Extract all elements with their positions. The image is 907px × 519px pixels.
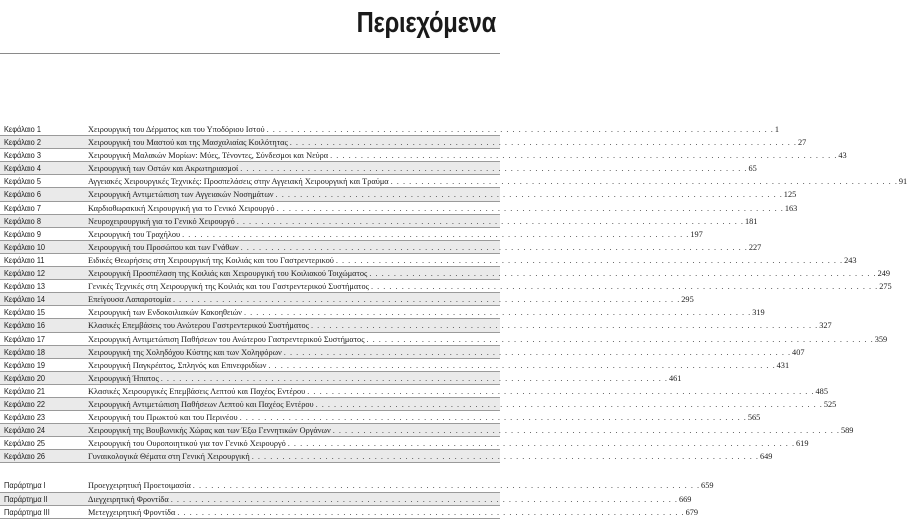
- dot-leader: [252, 450, 759, 463]
- chapter-entry-title-line: [88, 136, 807, 149]
- chapter-entry-title: Χειρουργική των Ενδοκοιλιακών Κακοηθειών: [88, 308, 242, 318]
- chapter-entry[interactable]: [0, 437, 809, 450]
- dot-leader: [182, 228, 689, 241]
- chapter-entry-page-number: 431: [776, 360, 790, 370]
- dot-leader: [284, 346, 791, 359]
- appendix-entry-title: Διεγχειρητική Φροντίδα: [88, 494, 169, 504]
- dot-leader: [171, 493, 678, 506]
- dot-leader: [240, 411, 747, 424]
- chapter-entry-title-line: [88, 202, 798, 215]
- chapter-entry-page-number: 243: [844, 255, 857, 265]
- chapter-entry-title: Χειρουργική Αντιμετώπιση Παθήσεων του Ανώτερου Γαστρεντερικού Συστήματος: [88, 334, 365, 344]
- dot-leader: [311, 319, 818, 332]
- chapter-entry-title-line: [88, 346, 805, 359]
- dot-leader: [161, 372, 668, 385]
- chapter-entry-title-line: [88, 306, 765, 319]
- chapter-entry-title-line: [88, 175, 907, 188]
- appendix-entry-title: Μετεγχειρητική Φροντίδα: [88, 507, 176, 517]
- chapter-entry[interactable]: [0, 398, 837, 411]
- chapter-entry-title-line: [88, 385, 828, 398]
- title-rule: [0, 53, 500, 54]
- chapter-entry-label: Κεφάλαιο 6: [4, 190, 41, 200]
- chapter-entry-title: Κλασικές Επεμβάσεις του Ανώτερου Γαστρεντερικού Συστήματος: [88, 321, 309, 331]
- chapter-entry-title-line: [88, 149, 847, 162]
- chapter-entry-title: Γυναικολογικά Θέματα στη Γενική Χειρουργική: [88, 452, 250, 462]
- dot-leader: [244, 306, 751, 319]
- appendix-entry-page-number: 659: [701, 481, 714, 491]
- chapter-entry-label: Κεφάλαιο 3: [4, 151, 41, 161]
- chapter-entry-label: Κεφάλαιο 16: [4, 321, 46, 331]
- chapter-entry-page-number: 181: [744, 216, 758, 226]
- chapter-entry-page-number: 197: [690, 229, 703, 239]
- dot-leader: [240, 162, 747, 175]
- chapter-entry[interactable]: [0, 202, 798, 215]
- chapter-entry-title-line: [88, 280, 892, 293]
- appendix-entry-title: Προεγχειρητική Προετοιμασία: [88, 481, 191, 491]
- chapter-entry-title: Χειρουργική Μαλακών Μορίων: Μύες, Τένοντες, Σύνδεσμοι και Νεύρα: [88, 151, 329, 161]
- chapter-entry-label: Κεφάλαιο 10: [4, 242, 46, 252]
- chapter-entry-title: Νευροχειρουργική για το Γενικό Χειρουργό: [88, 216, 235, 226]
- chapter-entry-title: Γενικές Τεχνικές στη Χειρουργική της Κοιλιάς και του Γαστρεντερικού Συστήματος: [88, 282, 369, 292]
- chapter-entry-title-line: [88, 215, 758, 228]
- chapter-entry[interactable]: [0, 411, 761, 424]
- chapter-entry[interactable]: [0, 241, 762, 254]
- chapter-entry[interactable]: [0, 188, 797, 201]
- dot-leader: [290, 136, 797, 149]
- chapter-entry[interactable]: [0, 123, 779, 136]
- chapter-entry-title: Χειρουργική Ήπατος: [88, 373, 159, 383]
- dot-leader: [267, 123, 774, 136]
- chapter-entry[interactable]: [0, 385, 828, 398]
- chapter-entry-title-line: [88, 188, 797, 201]
- chapter-entry-page-number: 359: [874, 334, 888, 344]
- chapter-entry-label: Κεφάλαιο 19: [4, 360, 46, 370]
- chapter-entry-title: Αγγειακές Χειρουργικές Τεχνικές: Προσπελάσεις στην Αγγειακή Χειρουργική και Τραύμα: [88, 177, 389, 187]
- chapter-entry[interactable]: [0, 359, 790, 372]
- chapter-entry-label: Κεφάλαιο 15: [4, 308, 46, 318]
- chapter-entry[interactable]: [0, 254, 857, 267]
- group-gap: [0, 463, 500, 479]
- chapter-entry-label: Κεφάλαιο 11: [4, 255, 45, 265]
- chapter-entry-title: Χειρουργική του Δέρματος και του Υποδόριου Ιστού: [88, 125, 265, 134]
- dot-leader: [177, 506, 684, 519]
- chapter-entry-title: Ειδικές Θεωρήσεις στη Χειρουργική της Κοιλιάς και του Γαστρεντερικού: [88, 255, 334, 265]
- chapter-entry-label: Κεφάλαιο 24: [4, 426, 46, 436]
- chapter-entry-title-line: [88, 450, 773, 463]
- chapter-entry[interactable]: [0, 280, 892, 293]
- chapter-entry-page-number: 327: [819, 321, 832, 331]
- chapter-entry-title-line: [88, 372, 682, 385]
- chapter-entry-page-number: 275: [879, 282, 892, 292]
- chapter-entry[interactable]: [0, 175, 907, 188]
- dot-leader: [288, 437, 795, 450]
- chapter-entry-title-line: [88, 437, 809, 450]
- appendix-entry[interactable]: [0, 493, 692, 506]
- chapter-entry-page-number: 1: [774, 125, 779, 134]
- chapter-entry-label: Κεφάλαιο 20: [4, 373, 46, 383]
- chapter-entry-title: Χειρουργική της Βουβωνικής Χώρας και των Έξω Γεννητικών Οργάνων: [88, 426, 331, 436]
- chapter-entry-page-number: 565: [747, 413, 761, 423]
- chapter-entry-page-number: 163: [784, 203, 798, 213]
- dot-leader: [277, 202, 784, 215]
- chapter-entry-page-number: 319: [752, 308, 765, 318]
- dot-leader: [369, 267, 876, 280]
- appendix-entry-title-line: [88, 506, 699, 519]
- chapter-entry[interactable]: [0, 346, 805, 359]
- chapter-entry-title-line: [88, 319, 832, 332]
- chapter-entry-label: Κεφάλαιο 21: [4, 386, 46, 396]
- chapter-entry-title-line: [88, 398, 837, 411]
- dot-leader: [173, 293, 680, 306]
- page-title: Περιεχόμενα: [356, 7, 496, 39]
- chapter-entry[interactable]: [0, 162, 757, 175]
- appendix-entry-label: Παράρτημα II: [4, 494, 48, 504]
- chapter-entry-label: Κεφάλαιο 12: [4, 269, 46, 279]
- dot-leader: [371, 280, 878, 293]
- appendix-entry[interactable]: [0, 479, 714, 492]
- chapter-entry-label: Κεφάλαιο 5: [4, 177, 41, 187]
- chapter-entry-title-line: [88, 162, 757, 175]
- appendix-entry-title-line: [88, 479, 714, 492]
- chapter-entry[interactable]: [0, 149, 847, 162]
- chapter-entry-page-number: 461: [669, 373, 682, 383]
- chapter-entry-label: Κεφάλαιο 9: [4, 229, 41, 239]
- chapter-entry[interactable]: [0, 267, 891, 280]
- dot-leader: [276, 188, 783, 201]
- row-divider: [0, 462, 500, 463]
- chapter-entry-title: Επείγουσα Λαπαροτομία: [88, 295, 172, 305]
- chapter-entry-label: Κεφάλαιο 14: [4, 295, 46, 305]
- chapter-entry-title: Χειρουργική του Τραχήλου: [88, 229, 181, 239]
- chapter-entry-title-line: [88, 123, 779, 136]
- chapter-entry-title-line: [88, 359, 790, 372]
- dot-leader: [193, 479, 700, 492]
- chapter-entry-title: Χειρουργική Παγκρέατος, Σπληνός και Επινεφριδίων: [88, 360, 267, 370]
- chapter-entry-label: Κεφάλαιο 13: [4, 282, 46, 292]
- chapter-entry-title-line: [88, 254, 857, 267]
- chapter-entry-label: Κεφάλαιο 7: [4, 203, 41, 213]
- appendix-entry-label: Παράρτημα III: [4, 507, 50, 517]
- chapter-entry[interactable]: [0, 450, 773, 463]
- chapter-list: [0, 123, 907, 463]
- chapter-entry[interactable]: [0, 333, 888, 346]
- chapter-entry-label: Κεφάλαιο 4: [4, 164, 41, 174]
- chapter-entry-label: Κεφάλαιο 18: [4, 347, 46, 357]
- chapter-entry-title: Χειρουργική της Χοληδόχου Κύστης και των Χοληφόρων: [88, 347, 282, 357]
- chapter-entry-page-number: 65: [748, 164, 757, 174]
- appendix-list: [0, 479, 714, 518]
- chapter-entry-label: Κεφάλαιο 1: [4, 125, 41, 134]
- chapter-entry[interactable]: [0, 306, 765, 319]
- chapter-entry-page-number: 295: [681, 295, 694, 305]
- chapter-entry-title-line: [88, 241, 762, 254]
- chapter-entry-label: Κεφάλαιο 2: [4, 138, 41, 148]
- chapter-entry-label: Κεφάλαιο 17: [4, 334, 46, 344]
- chapter-entry-page-number: 649: [760, 452, 773, 462]
- chapter-entry-page-number: 485: [815, 386, 828, 396]
- chapter-entry-title: Χειρουργική του Ουροποιητικού για τον Γενικό Χειρουργό: [88, 439, 286, 449]
- chapter-entry-title: Χειρουργική του Πρωκτού και του Περινέου: [88, 413, 238, 423]
- chapter-entry-title-line: [88, 411, 761, 424]
- dot-leader: [316, 398, 823, 411]
- chapter-entry-label: Κεφάλαιο 25: [4, 439, 46, 449]
- chapter-entry-label: Κεφάλαιο 23: [4, 413, 46, 423]
- appendix-entry-label: Παράρτημα I: [4, 481, 46, 491]
- chapter-entry[interactable]: [0, 319, 832, 332]
- dot-leader: [336, 254, 843, 267]
- chapter-entry[interactable]: [0, 372, 682, 385]
- chapter-entry-page-number: 91: [898, 177, 907, 187]
- dot-leader: [268, 359, 775, 372]
- chapter-entry-title-line: [88, 293, 694, 306]
- chapter-entry[interactable]: [0, 215, 758, 228]
- chapter-entry-page-number: 125: [783, 190, 797, 200]
- chapter-entry-title: Χειρουργική Αντιμετώπιση Παθήσεων Λεπτού και Παχέος Εντέρου: [88, 399, 314, 409]
- chapter-entry[interactable]: [0, 424, 854, 437]
- chapter-entry-title-line: [88, 333, 888, 346]
- dot-leader: [366, 333, 873, 346]
- chapter-entry-label: Κεφάλαιο 8: [4, 216, 41, 226]
- chapter-entry[interactable]: [0, 136, 807, 149]
- dot-leader: [391, 175, 898, 188]
- appendix-entry[interactable]: [0, 506, 699, 519]
- dot-leader: [307, 385, 814, 398]
- appendix-entry-page-number: 669: [678, 494, 692, 504]
- chapter-entry-title: Χειρουργική των Οστών και Ακρωτηριασμοί: [88, 164, 239, 174]
- chapter-entry-label: Κεφάλαιο 22: [4, 399, 46, 409]
- chapter-entry-title-line: [88, 267, 891, 280]
- chapter-entry-title: Χειρουργική του Προσώπου και των Γνάθων: [88, 242, 239, 252]
- chapter-entry-title: Χειρουργική του Μαστού και της Μασχαλιαίας Κοιλότητας: [88, 138, 288, 148]
- chapter-entry-page-number: 619: [796, 439, 809, 449]
- dot-leader: [330, 149, 837, 162]
- chapter-entry-title-line: [88, 424, 854, 437]
- dot-leader: [333, 424, 840, 437]
- chapter-entry-title: Καρδιοθωρακική Χειρουργική για το Γενικό Χειρουργό: [88, 203, 275, 213]
- dot-leader: [241, 241, 748, 254]
- chapter-entry-label: Κεφάλαιο 26: [4, 452, 46, 462]
- chapter-entry-page-number: 589: [840, 426, 854, 436]
- chapter-entry-page-number: 43: [838, 151, 847, 161]
- chapter-entry[interactable]: [0, 228, 703, 241]
- dot-leader: [237, 215, 744, 228]
- appendix-entry-title-line: [88, 493, 692, 506]
- chapter-entry-page-number: 407: [792, 347, 805, 357]
- chapter-entry-title: Χειρουργική Αντιμετώπιση των Αγγειακών Νοσημάτων: [88, 190, 274, 200]
- chapter-entry-page-number: 27: [797, 138, 807, 148]
- appendix-entry-page-number: 679: [685, 507, 699, 517]
- chapter-entry-page-number: 525: [823, 399, 837, 409]
- chapter-entry-title: Κλασικές Χειρουργικές Επεμβάσεις Λεπτού και Παχέος Εντέρου: [88, 386, 306, 396]
- chapter-entry-page-number: 227: [748, 242, 762, 252]
- chapter-entry-page-number: 249: [877, 269, 891, 279]
- chapter-entry-title-line: [88, 228, 703, 241]
- table-of-contents: [0, 123, 907, 519]
- chapter-entry-title: Χειρουργική Προσπέλαση της Κοιλιάς και Χειρουργική του Κοιλιακού Τοιχώματος: [88, 269, 368, 279]
- chapter-entry[interactable]: [0, 293, 694, 306]
